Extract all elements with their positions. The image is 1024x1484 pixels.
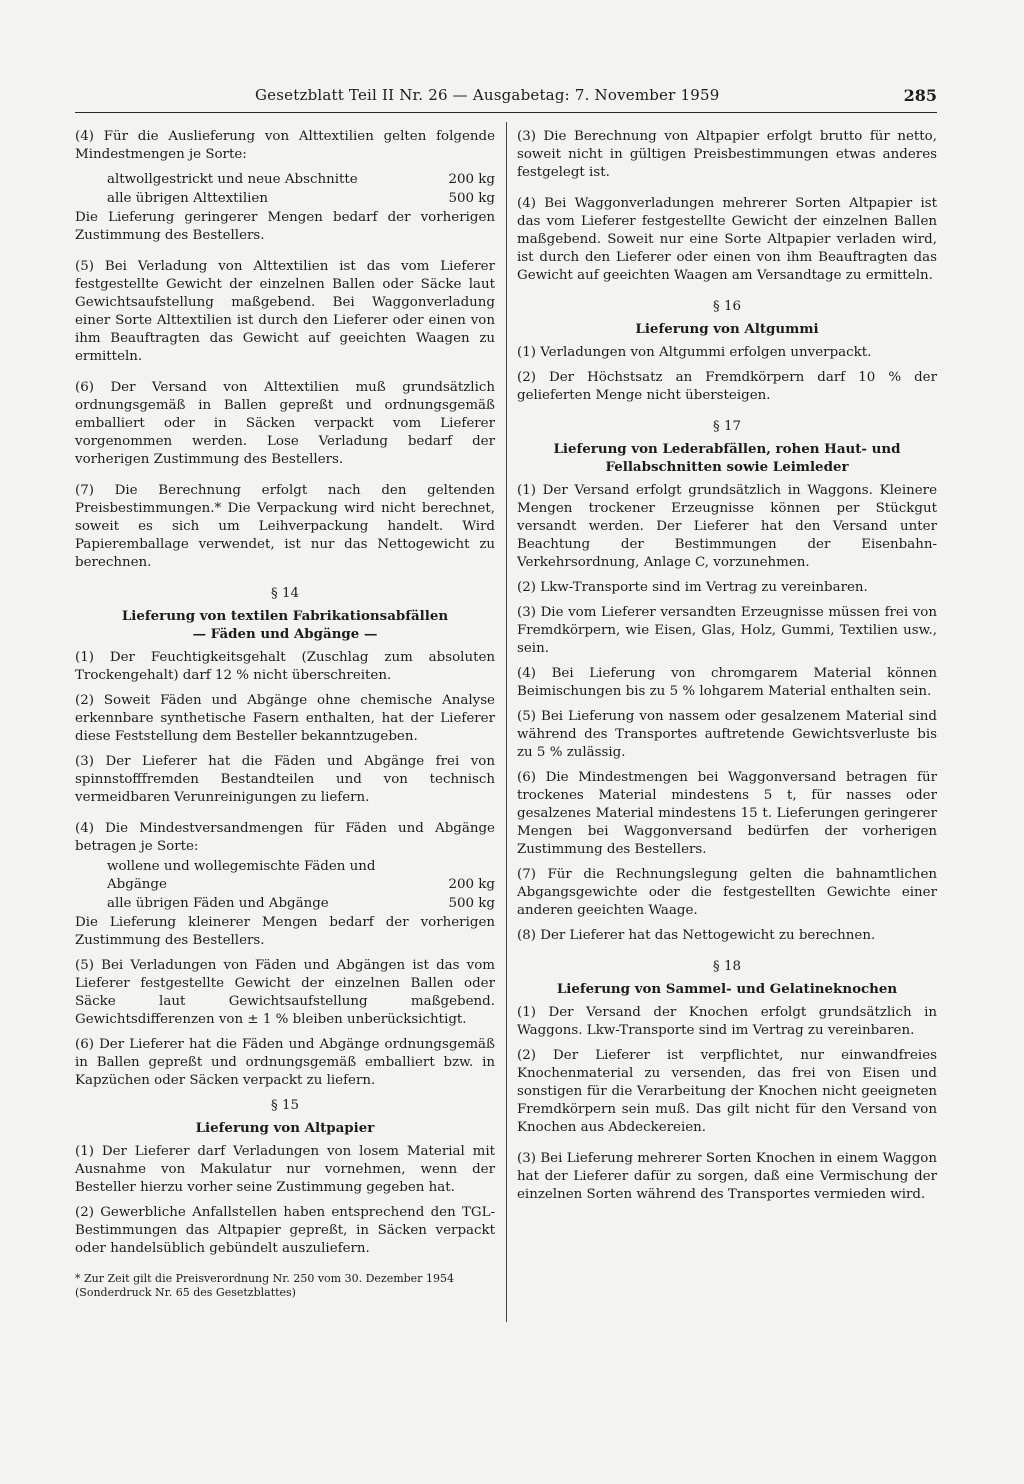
section-title: Lieferung von Sammel- und Gelatineknochen: [556, 981, 898, 997]
paragraph: Die Lieferung geringerer Mengen bedarf der vorherigen Zustimmung des Bestellers.: [75, 210, 495, 243]
quantity-label: wollene und wollegemischte Fäden und Abgänge: [107, 859, 376, 892]
section-title-line: Lieferung von textilen Fabrikationsabfällen: [121, 608, 449, 624]
quantity-value: 200 kg: [448, 172, 495, 187]
paragraph: (7) Die Berechnung erfolgt nach den geltenden Preisbestimmungen.* Die Verpackung wird nicht berechnet, soweit es sich um Leihverpackung handelt. Wird Papieremballage verwendet, ist nur das Nettogewicht zu berechnen.: [75, 483, 495, 570]
header-title: Gesetzblatt Teil II Nr. 26 — Ausgabetag: 7. November 1959: [255, 86, 720, 104]
paragraph: (1) Der Feuchtigkeitsgehalt (Zuschlag zum absoluten Trockengehalt) darf 12 % nicht überschreiten.: [75, 650, 495, 683]
paragraph: (3) Die vom Lieferer versandten Erzeugnisse müssen frei von Fremdkörpern, wie Eisen, Glas, Holz, Gummi, Textilien usw., sein.: [517, 605, 937, 656]
paragraph: (4) Die Mindestversandmengen für Fäden und Abgänge betragen je Sorte:: [75, 821, 495, 854]
paragraph: (6) Der Versand von Alttextilien muß grundsätzlich ordnungsgemäß in Ballen gepreßt und ordnungsgemäß emballiert oder in Säcken verpackt vom Lieferer vorgenommen werden. Lose Verladung bedarf der vorherigen Zustimmung des Bestellers.: [75, 380, 495, 467]
paragraph: (4) Für die Auslieferung von Alttextilien gelten folgende Mindestmengen je Sorte:: [75, 129, 495, 162]
right-column: [517, 128, 937, 1217]
page-header: [75, 84, 937, 113]
paragraph: (3) Bei Lieferung mehrerer Sorten Knochen in einem Waggon hat der Lieferer dafür zu sorgen, daß eine Vermischung der einzelnen Sorten während des Transportes vermieden wird.: [517, 1151, 937, 1202]
footnote: * Zur Zeit gilt die Preisverordnung Nr. 250 vom 30. Dezember 1954 (Sonderdruck Nr. 65 des Gesetzblattes): [75, 1272, 454, 1299]
quantity-value: 500 kg: [448, 191, 495, 206]
paragraph: (4) Bei Lieferung von chromgarem Material können Beimischungen bis zu 5 % lohgarem Material enthalten sein.: [517, 666, 937, 699]
quantity-value: 200 kg: [448, 877, 495, 892]
paragraph: (7) Für die Rechnungslegung gelten die bahnamtlichen Abgangsgewichte oder die festgestellten Gewichte einer anderen geeichten Waage.: [517, 867, 937, 918]
section-title: [75, 625, 495, 643]
paragraph: (2) Gewerbliche Anfallstellen haben entsprechend den TGL-Bestimmungen das Altpapier gepreßt, in Säcken verpackt oder handelsüblich gebündelt auszuliefern.: [75, 1205, 495, 1256]
page-number: 285: [903, 86, 937, 105]
paragraph: (1) Der Versand der Knochen erfolgt grundsätzlich in Waggons. Lkw-Transporte sind im Vertrag zu vereinbaren.: [517, 1005, 937, 1038]
quantity-row: [75, 858, 495, 894]
paragraph: (1) Der Versand erfolgt grundsätzlich in Waggons. Kleinere Mengen trockener Erzeugnisse können per Stückgut versandt werden. Der Lieferer hat den Versand unter Beachtung der Bestimmungen der Eisenbahn-Verkehrsordnung, Anlage C, vorzunehmen.: [517, 483, 937, 570]
paragraph: (5) Bei Lieferung von nassem oder gesalzenem Material sind während des Transportes auftretende Gewichtsverluste bis zu 5 % zulässig.: [517, 709, 937, 760]
section-title-line: Lieferung von Lederabfällen, rohen Haut- und: [553, 441, 901, 457]
paragraph: (2) Der Lieferer ist verpflichtet, nur einwandfreies Knochenmaterial zu versenden, das frei von Eisen und sonstigen für die Verarbeitung der Knochen nicht geeigneten Fremdkörpern sein muß. Das gilt nicht für den Versand von Knochen aus Abdeckereien.: [517, 1048, 937, 1135]
section-title-line: — Fäden und Abgänge —: [192, 626, 378, 642]
column-divider: [506, 122, 507, 1322]
section-number: § 14: [271, 586, 299, 601]
paragraph: (2) Soweit Fäden und Abgänge ohne chemische Analyse erkennbare synthetische Fasern enthalten, hat der Lieferer diese Feststellung dem Besteller bekanntzugeben.: [75, 693, 495, 744]
quantity-label: alle übrigen Fäden und Abgänge: [107, 896, 329, 911]
quantity-row: [75, 190, 495, 208]
quantity-label: alle übrigen Alttextilien: [107, 191, 268, 206]
paragraph: Die Lieferung kleinerer Mengen bedarf der vorherigen Zustimmung des Bestellers.: [75, 915, 495, 948]
paragraph: (8) Der Lieferer hat das Nettogewicht zu berechnen.: [517, 928, 876, 943]
section-title: [517, 440, 937, 458]
paragraph: (1) Der Lieferer darf Verladungen von losem Material mit Ausnahme von Makulatur nur vornehmen, wenn der Besteller hierzu vorher seine Zustimmung gegeben hat.: [75, 1144, 495, 1195]
section-title: [517, 458, 937, 476]
section-title-line: Fellabschnitten sowie Leimleder: [605, 459, 849, 475]
paragraph: (1) Verladungen von Altgummi erfolgen unverpackt.: [517, 345, 872, 360]
paragraph: (2) Lkw-Transporte sind im Vertrag zu vereinbaren.: [517, 580, 868, 595]
left-column: [75, 128, 495, 1300]
paragraph: (3) Der Lieferer hat die Fäden und Abgänge frei von spinnstofffremden Bestandteilen und von technisch vermeidbaren Verunreinigungen zu liefern.: [75, 754, 495, 805]
quantity-value: 500 kg: [448, 896, 495, 911]
paragraph: (4) Bei Waggonverladungen mehrerer Sorten Altpapier ist das vom Lieferer festgestellte Gewicht der einzelnen Ballen maßgebend. Soweit nur eine Sorte Altpapier verladen wird, ist durch den Lieferer oder einen von ihm Beauftragten das Gewicht auf geeichten Waagen am Versandtage zu ermitteln.: [517, 196, 937, 283]
paragraph: (6) Die Mindestmengen bei Waggonversand betragen für trockenes Material mindestens 5 t, für nasses oder gesalzenes Material mindestens 15 t. Lieferungen geringerer Mengen bei Waggonversand bedürfen der vorherigen Zustimmung des Bestellers.: [517, 770, 937, 857]
paragraph: (3) Die Berechnung von Altpapier erfolgt brutto für netto, soweit nicht in gültigen Preisbestimmungen etwas anderes festgelegt ist.: [517, 129, 937, 180]
section-number: § 15: [271, 1098, 299, 1113]
section-number: § 16: [713, 299, 741, 314]
paragraph: (6) Der Lieferer hat die Fäden und Abgänge ordnungsgemäß in Ballen gepreßt und ordnungsgemäß emballiert bzw. in Kapzüchen oder Säcken verpackt zu liefern.: [75, 1037, 495, 1088]
paragraph: (5) Bei Verladungen von Fäden und Abgängen ist das vom Lieferer festgestellte Gewicht der einzelnen Ballen oder Säcke laut Gewichtsaufstellung maßgebend. Gewichtsdifferenzen von ± 1 % bleiben unberücksichtigt.: [75, 958, 495, 1027]
section-number: § 17: [713, 419, 741, 434]
section-title: [75, 607, 495, 625]
section-title: Lieferung von Altpapier: [195, 1120, 375, 1136]
section-number: § 18: [713, 959, 741, 974]
section-title: Lieferung von Altgummi: [635, 321, 819, 337]
paragraph: (2) Der Höchstsatz an Fremdkörpern darf 10 % der gelieferten Menge nicht übersteigen.: [517, 370, 937, 403]
paragraph: (5) Bei Verladung von Alttextilien ist das vom Lieferer festgestellte Gewicht der einzelnen Ballen oder Säcke laut Gewichtsaufstellung maßgebend. Bei Waggonverladung einer Sorte Alttextilien ist durch den Lieferer oder einen von ihm Beauftragten das Gewicht auf geeichten Waagen zu ermitteln.: [75, 259, 495, 364]
quantity-row: [75, 895, 495, 913]
quantity-label: altwollgestrickt und neue Abschnitte: [107, 172, 358, 187]
quantity-row: [75, 171, 495, 189]
